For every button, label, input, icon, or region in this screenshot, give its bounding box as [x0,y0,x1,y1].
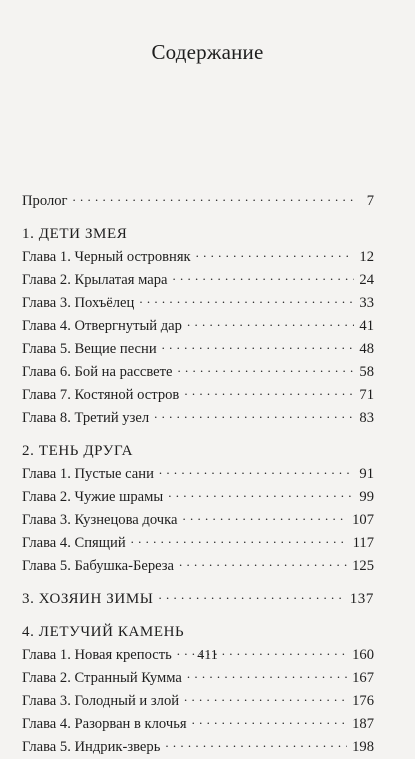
dot-leader [192,713,348,728]
toc-entry-page: 71 [359,387,374,403]
table-of-contents [22,190,374,759]
dot-leader [158,588,344,603]
toc-entry [22,736,374,759]
toc-entry-label: Глава 5. Индрик-зверь [22,739,161,755]
toc-entry-page: 7 [366,193,374,209]
toc-entry-label: Глава 3. Голодный и злой [22,693,180,709]
toc-entry-label: Глава 8. Третий узел [22,410,150,426]
part-heading: 3. ХОЗЯИН ЗИМЫ [22,591,154,607]
dot-leader [159,463,355,478]
toc-entry-label: Глава 2. Чужие шрамы [22,489,164,505]
toc-entry [22,667,374,690]
toc-entry-page: 137 [349,591,374,607]
toc-entry-label: Пролог [22,193,68,209]
toc-entry-label: Глава 1. Пустые сани [22,466,154,482]
toc-entry-page: 24 [359,272,374,288]
dot-leader [184,384,354,399]
toc-entry-page: 99 [359,489,374,505]
toc-entry-label: Глава 1. Черный островняк [22,249,191,265]
toc-entry [22,246,374,269]
dot-leader [73,190,355,205]
dot-leader [177,361,354,376]
dot-leader [162,338,355,353]
part-heading: 2. ТЕНЬ ДРУГА [22,443,134,459]
dot-leader [196,246,355,261]
toc-entry-page: 160 [352,647,374,663]
dot-leader [182,509,347,524]
toc-entry-page: 187 [352,716,374,732]
toc-entry [22,690,374,713]
toc-entry [22,407,374,430]
toc-entry [22,361,374,384]
toc-entry-page: 58 [359,364,374,380]
toc-entry-page: 167 [352,670,374,686]
toc-entry-label: Глава 4. Спящий [22,535,126,551]
toc-entry-page: 117 [352,535,374,551]
dot-leader [187,315,354,330]
dot-leader [173,269,355,284]
toc-entry-page: 198 [352,739,374,755]
toc-entry-label: Глава 1. Новая крепость [22,647,172,663]
toc-entry-label: Глава 2. Странный Кумма [22,670,182,686]
toc-entry-page: 33 [359,295,374,311]
part-heading: 1. ДЕТИ ЗМЕЯ [22,226,128,242]
toc-entry-page: 12 [359,249,374,265]
toc-entry-page: 48 [359,341,374,357]
toc-entry [22,713,374,736]
toc-entry-label: Глава 4. Разорван в клочья [22,716,187,732]
dot-leader [187,667,347,682]
toc-entry-page: 41 [359,318,374,334]
toc-entry [22,509,374,532]
toc-entry-prolog [22,190,374,213]
toc-entry-label: Глава 6. Бой на рассвете [22,364,173,380]
dot-leader [184,690,347,705]
dot-leader [154,407,354,422]
dot-leader [165,736,347,751]
page-number: 411 [197,648,218,663]
toc-entry [22,555,374,578]
toc-entry-label: Глава 2. Крылатая мара [22,272,168,288]
toc-entry-page: 91 [359,466,374,482]
toc-entry-page: 83 [359,410,374,426]
dot-leader [131,532,348,547]
toc-entry [22,292,374,315]
toc-entry-page: 176 [352,693,374,709]
toc-entry [22,269,374,292]
toc-entry-page: 107 [352,512,374,528]
toc-entry-label: Глава 5. Бабушка-Береза [22,558,175,574]
dot-leader [139,292,354,307]
toc-entry-label: Глава 4. Отвергнутый дар [22,318,182,334]
toc-entry [22,384,374,407]
toc-entry-part-3 [22,588,374,611]
toc-entry-page: 125 [352,558,374,574]
toc-entry-label: Глава 3. Похъёлец [22,295,135,311]
toc-entry [22,532,374,555]
toc-entry [22,463,374,486]
toc-entry-label: Глава 3. Кузнецова дочка [22,512,178,528]
toc-entry [22,338,374,361]
dot-leader [179,555,347,570]
part-heading: 4. ЛЕТУЧИЙ КАМЕНЬ [22,624,185,640]
dot-leader [168,486,354,501]
toc-entry [22,486,374,509]
toc-entry-label: Глава 5. Вещие песни [22,341,157,357]
page-title: Содержание [151,40,264,64]
toc-entry-label: Глава 7. Костяной остров [22,387,180,403]
toc-entry [22,315,374,338]
